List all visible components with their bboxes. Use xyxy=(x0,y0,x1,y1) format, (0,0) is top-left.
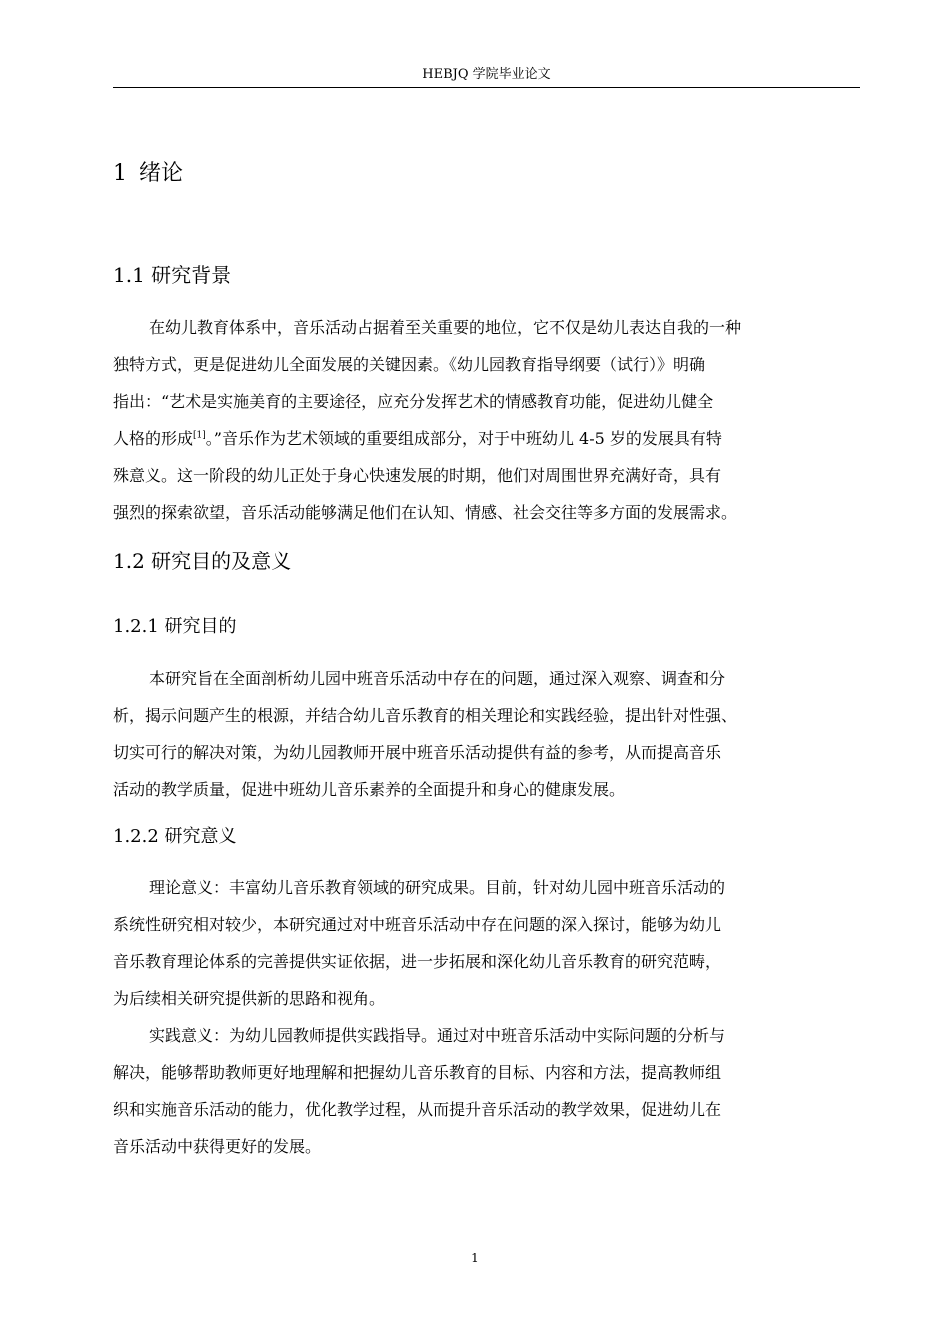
text-line: 活动的教学质量，促进中班幼儿音乐素养的全面提升和身心的健康发展。 xyxy=(113,780,626,799)
text-line: 独特方式，更是促进幼儿全面发展的关键因素。《幼儿园教育指导纲要（试行）》明确 xyxy=(113,355,706,374)
text-line: 切实可行的解决对策，为幼儿园教师开展中班音乐活动提供有益的参考，从而提高音乐 xyxy=(113,743,722,762)
text-line: 指出：“艺术是实施美育的主要途径，应充分发挥艺术的情感教育功能，促进幼儿健全 xyxy=(113,392,714,411)
text-line: 在幼儿教育体系中，音乐活动占据着至关重要的地位，它不仅是幼儿表达自我的一种 xyxy=(149,318,742,337)
text-fragment: 人格的形成 xyxy=(113,429,194,448)
chapter-title-text: 绪论 xyxy=(139,161,184,186)
page-header: HEBJQ 学院毕业论文 xyxy=(422,67,551,82)
chapter-number: 1 xyxy=(113,161,127,186)
text-line: 音乐教育理论体系的完善提供实证依据，进一步拓展和深化幼儿音乐教育的研究范畴， xyxy=(113,952,722,971)
text-line: 理论意义：丰富幼儿音乐教育领域的研究成果。目前，针对幼儿园中班音乐活动的 xyxy=(149,878,726,897)
paragraph-purpose xyxy=(113,660,858,808)
text-line: 为后续相关研究提供新的思路和视角。 xyxy=(113,989,386,1008)
citation-marker[interactable]: [1] xyxy=(193,430,206,441)
text-line-with-citation xyxy=(77,420,858,457)
text-line: 解决，能够帮助教师更好地理解和把握幼儿音乐教育的目标、内容和方法，提高教师组 xyxy=(113,1063,722,1082)
section-title-1-2: 1.2 研究目的及意义 xyxy=(113,549,292,573)
text-line: 实践意义：为幼儿园教师提供实践指导。通过对中班音乐活动中实际问题的分析与 xyxy=(149,1026,726,1045)
paragraph-theory xyxy=(113,869,858,1017)
subsection-title-1-2-2: 1.2.2 研究意义 xyxy=(113,826,237,847)
header-rule xyxy=(113,87,860,88)
subsection-title-1-2-1: 1.2.1 研究目的 xyxy=(113,616,237,637)
chapter-title xyxy=(113,157,183,191)
text-fragment: 。”音乐作为艺术领域的重要组成部分，对于中班幼儿 4-5 岁的发展具有特 xyxy=(205,429,722,448)
text-line: 析，揭示问题产生的根源，并结合幼儿音乐教育的相关理论和实践经验，提出针对性强、 xyxy=(113,706,738,725)
paragraph-background xyxy=(113,309,858,531)
text-line: 音乐活动中获得更好的发展。 xyxy=(113,1137,322,1156)
text-line: 殊意义。这一阶段的幼儿正处于身心快速发展的时期，他们对周围世界充满好奇，具有 xyxy=(113,466,722,485)
text-line: 织和实施音乐活动的能力，优化教学过程，从而提升音乐活动的教学效果，促进幼儿在 xyxy=(113,1100,722,1119)
text-line: 本研究旨在全面剖析幼儿园中班音乐活动中存在的问题，通过深入观察、调查和分 xyxy=(149,669,726,688)
paragraph-practice xyxy=(113,1017,858,1165)
text-line: 强烈的探索欲望，音乐活动能够满足他们在认知、情感、社会交往等多方面的发展需求。 xyxy=(113,503,738,522)
text-line: 系统性研究相对较少，本研究通过对中班音乐活动中存在问题的深入探讨，能够为幼儿 xyxy=(113,915,722,934)
page-number: 1 xyxy=(471,1251,479,1265)
section-title-1-1: 1.1 研究背景 xyxy=(113,263,232,287)
